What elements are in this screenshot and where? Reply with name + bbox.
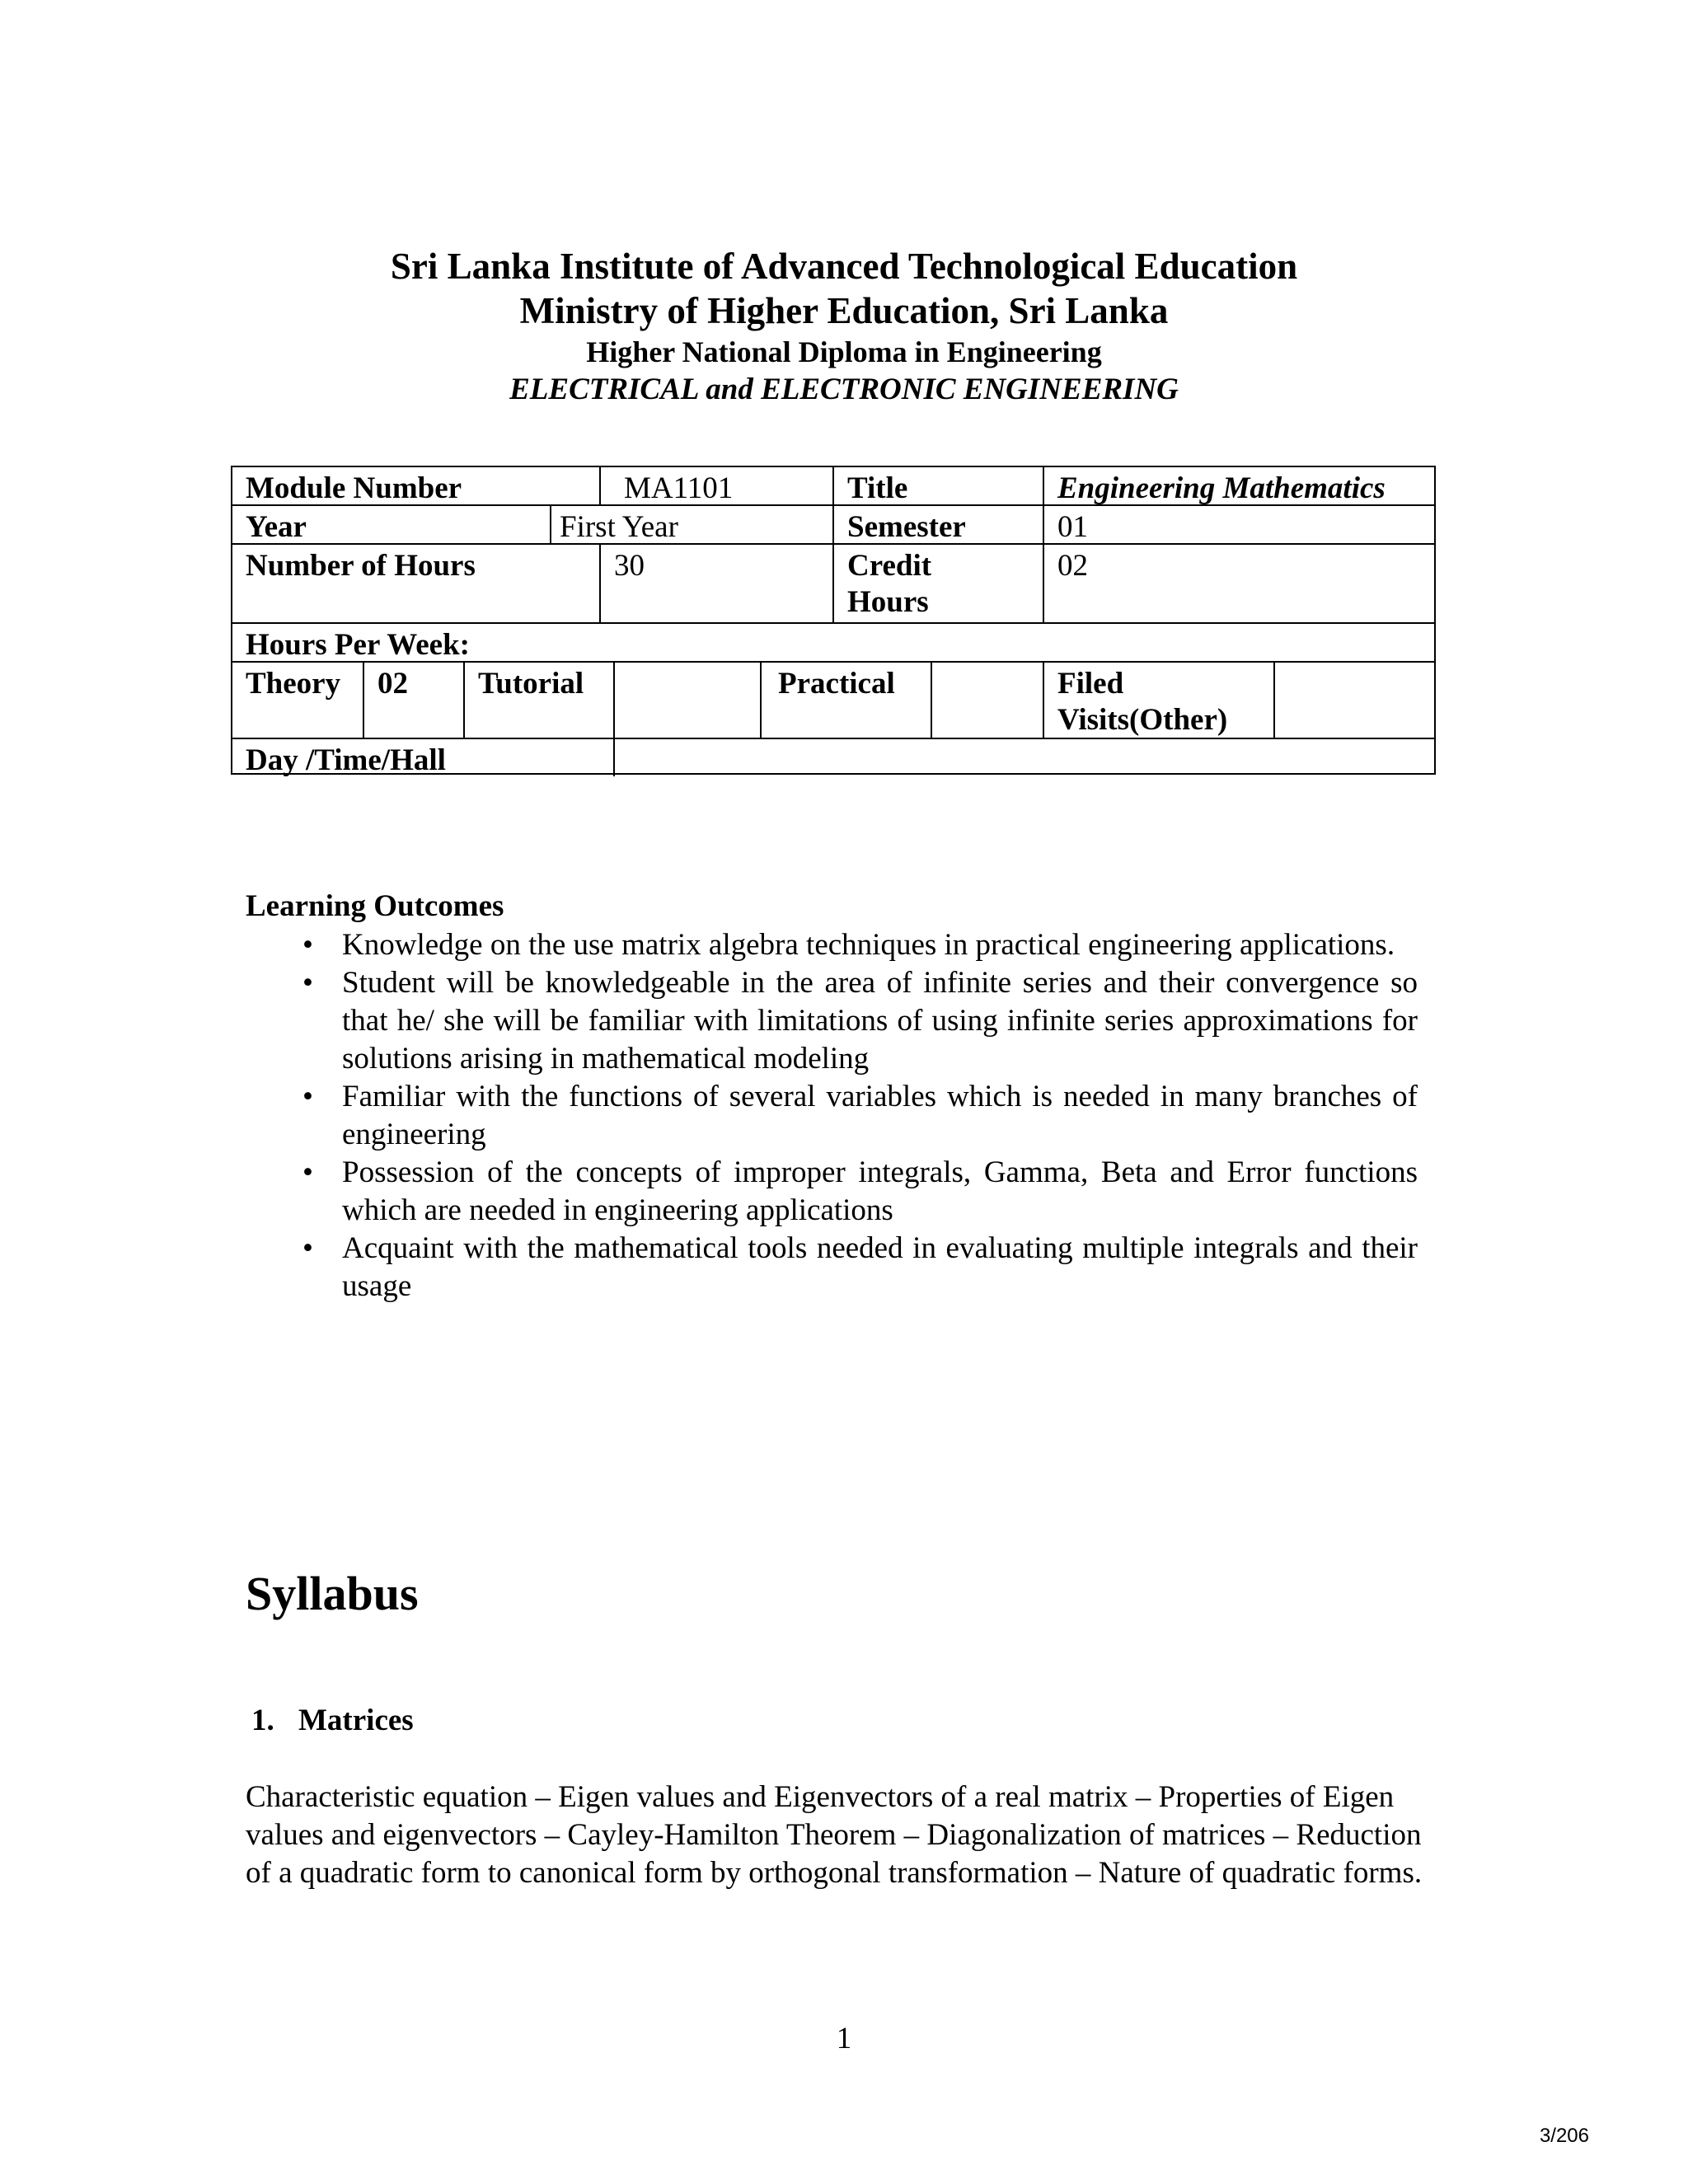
day-time-hall-value xyxy=(615,739,628,744)
year-value: First Year xyxy=(560,510,678,544)
diploma-name: Higher National Diploma in Engineering xyxy=(586,335,1102,368)
day-time-hall-label: Day /Time/Hall xyxy=(246,743,446,777)
credit-hours-value: 02 xyxy=(1057,549,1088,583)
field-visits-label: Filed Visits(Other) xyxy=(1057,667,1228,737)
section-title: Matrices xyxy=(298,1704,414,1737)
module-info-table xyxy=(231,466,1436,775)
credit-hours-label: Credit Hours xyxy=(847,549,932,619)
list-item: • Knowledge on the use matrix algebra techniques in practical engineering applications. xyxy=(342,926,1418,964)
module-number-value: MA1101 xyxy=(624,471,734,505)
bullet-icon: • xyxy=(302,1155,313,1189)
field-visits-value xyxy=(1275,663,1288,668)
page-counter: 3/206 xyxy=(1539,2125,1589,2147)
list-item: • Acquaint with the mathematical tools needed in evaluating multiple integrals and their usage xyxy=(302,1231,1418,1303)
page-number: 1 xyxy=(836,2022,852,2055)
hours-label: Number of Hours xyxy=(246,549,476,583)
semester-label: Semester xyxy=(847,510,966,544)
hours-per-week-label: Hours Per Week: xyxy=(246,628,470,662)
year-label: Year xyxy=(246,510,307,544)
bullet-icon: • xyxy=(302,1231,313,1265)
section-number: 1. xyxy=(251,1704,274,1737)
list-item: • Student will be knowledgeable in the area of infinite series and their convergence so that he/ she will be familiar with limitations of using infinite series approximations for solutions arising in mathematical modeling xyxy=(302,966,1418,1076)
syllabus-heading: Syllabus xyxy=(246,1567,419,1620)
list-item: • Familiar with the functions of several variables which is needed in many branches of engineering xyxy=(302,1080,1418,1151)
practical-label: Practical xyxy=(778,667,895,701)
title-value: Engineering Mathematics xyxy=(1057,471,1386,505)
institute-name: Sri Lanka Institute of Advanced Technological Education xyxy=(390,246,1298,287)
hours-value: 30 xyxy=(614,549,645,583)
theory-label: Theory xyxy=(246,667,341,701)
ministry-name: Ministry of Higher Education, Sri Lanka xyxy=(519,290,1169,331)
practical-value xyxy=(932,663,945,668)
tutorial-value xyxy=(615,663,628,668)
learning-outcomes-title: Learning Outcomes xyxy=(246,889,504,923)
section-body: Characteristic equation – Eigen values and Eigenvectors of a real matrix – Properties of Eigen values and eigenvectors – Cayley-Hamilton Theorem – Diagonalization of matrices – Reduction of a quadratic form to canonical form by orthogonal transformation – Nature of quadratic forms. xyxy=(246,1780,1423,1890)
bullet-icon: • xyxy=(302,1080,313,1113)
module-number-label: Module Number xyxy=(246,471,462,505)
bullet-icon: • xyxy=(302,928,313,962)
semester-value: 01 xyxy=(1057,510,1088,544)
bullet-icon: • xyxy=(302,966,313,1000)
theory-value: 02 xyxy=(377,667,408,701)
title-label: Title xyxy=(847,471,908,505)
department-name: ELECTRICAL and ELECTRONIC ENGINEERING xyxy=(509,373,1179,406)
tutorial-label: Tutorial xyxy=(478,667,584,701)
list-item: • Possession of the concepts of improper integrals, Gamma, Beta and Error functions which are needed in engineering applications xyxy=(302,1155,1418,1227)
document-header xyxy=(0,244,1688,409)
learning-outcomes-list xyxy=(302,926,1418,1305)
